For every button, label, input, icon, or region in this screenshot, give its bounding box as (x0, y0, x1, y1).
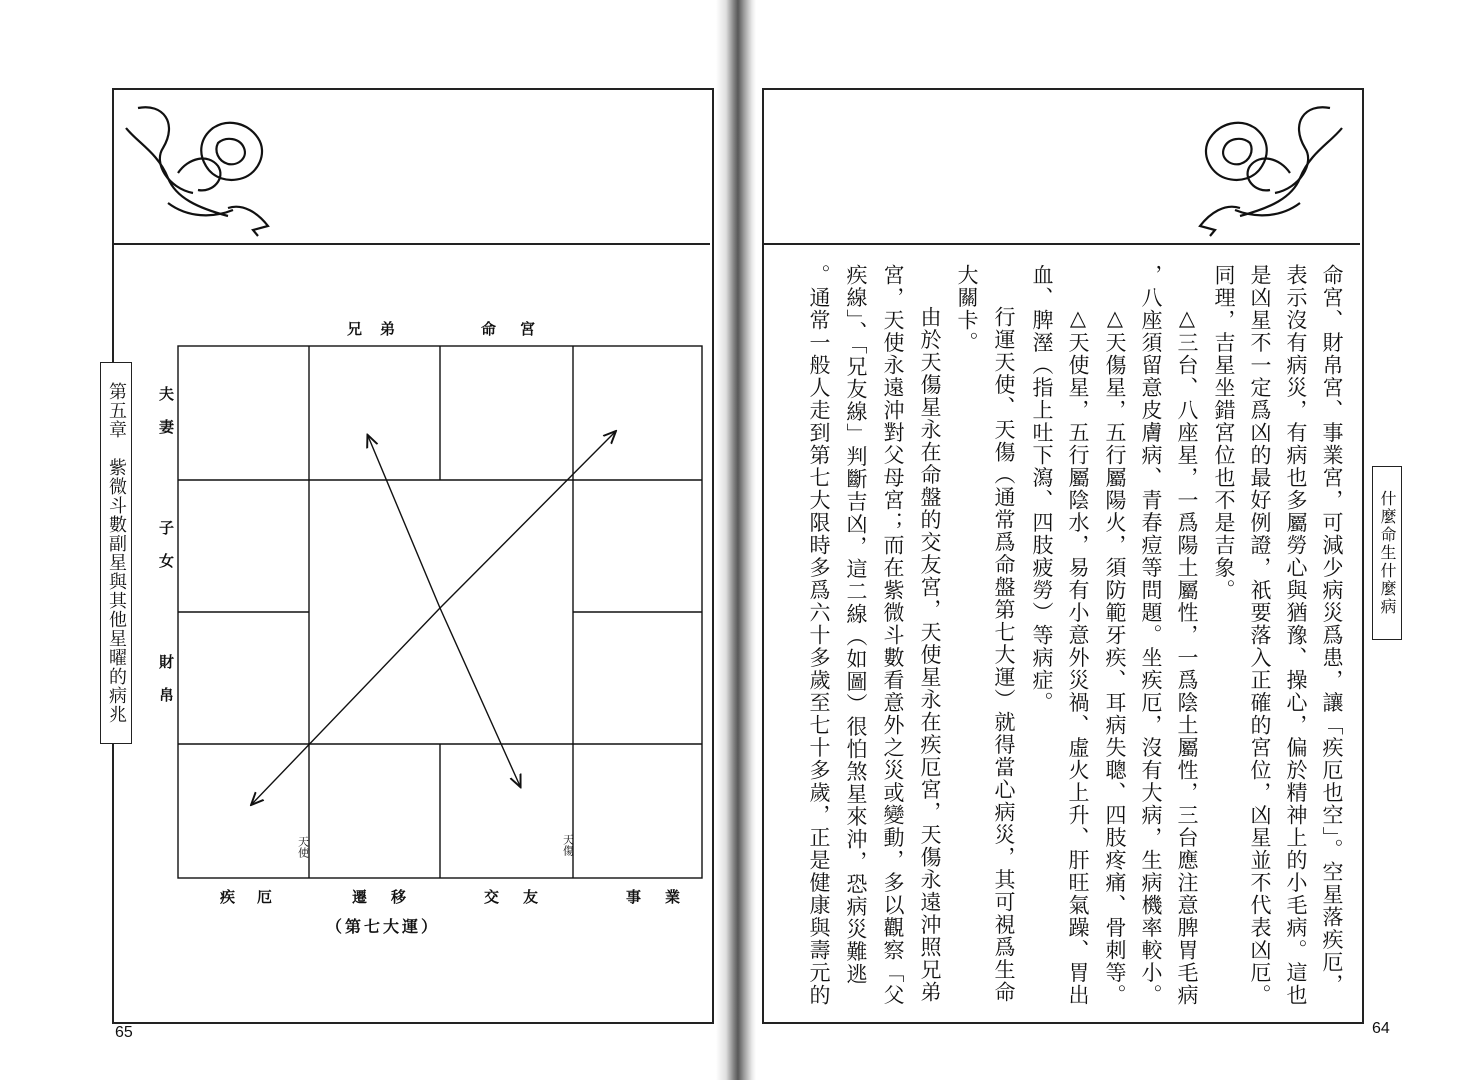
palace-jie: 疾厄 (220, 888, 295, 906)
text-column-8: △天使星，五行屬陰水，易有小意外災禍、虛火上升、肝旺氣躁、胃出 (1066, 306, 1090, 1007)
page-number-right: 64 (1372, 1020, 1390, 1037)
palace-minggong: 命宮 (481, 320, 560, 338)
text-column-1: 命宮、財帛宮、事業宮，可減少病災爲患，讓「疾厄也空」。空星落疾厄， (1320, 264, 1344, 996)
text-column-6: ，八座須留意皮膚病、青春痘等問題。坐疾厄，沒有大病，生病機率較小。 (1139, 264, 1163, 1007)
text-column-4: 同理，吉星坐錯宮位也不是吉象。 (1212, 264, 1236, 602)
right-page-header-rule (764, 243, 1360, 245)
text-column-14: 疾線」、「兄友線」判斷吉凶，這二線（如圖）很怕煞星來沖，恐病災難逃 (844, 264, 868, 986)
palace-shiye: 事業 (626, 888, 705, 906)
palace-jiaoyou: 交友 (484, 888, 563, 906)
text-column-3: 是凶星不一定爲凶的最好例證，祇要落入正確的宮位，凶星並不代表凶厄。 (1248, 264, 1272, 1007)
left-page-header-rule (114, 243, 710, 245)
palace-chart (170, 338, 710, 886)
text-column-7: △天傷星，五行屬陽火，須防範牙疾、耳病失聰、四肢疼痛、骨刺等。 (1103, 306, 1127, 1007)
text-column-15: 。通常一般人走到第七大限時多爲六十多歲至七十多歲，正是健康與壽元的 (807, 264, 831, 1007)
chapter-label: 第五章 紫微斗數副星與其他星曜的病兆 (100, 362, 132, 744)
palace-qianyi: 遷移 (352, 888, 431, 906)
xiongyou-line-arrow (440, 432, 615, 608)
text-column-10: 行運天使、天傷（通常爲命盤第七大運）就得當心病災，其可視爲生命 (992, 306, 1016, 1004)
palace-caibo: 財帛 (157, 654, 175, 720)
floral-ornament-icon (1190, 98, 1350, 240)
book-header-label: 什麼命生什麼病 (1372, 466, 1402, 640)
fuji-line-arrow (368, 436, 440, 608)
text-column-12: 由於天傷星永在命盤的交友宮，天使星永在疾厄宮，天傷永遠沖照兄弟 (918, 306, 942, 1004)
palace-zinv: 子女 (157, 520, 175, 586)
text-column-2: 表示沒有病災，有病也多屬勞心與猶豫、操心，偏於精神上的小毛病。這也 (1284, 264, 1308, 1007)
page-number-left: 65 (115, 1024, 133, 1041)
palace-xiongdi: 兄弟 (347, 320, 414, 338)
star-tianshang: 天傷 (561, 834, 575, 856)
chart-caption: （第七大運） (326, 917, 441, 936)
book-spine (716, 0, 756, 1080)
star-tianshi: 天使 (296, 836, 310, 858)
text-column-11: 大關卡。 (955, 264, 979, 354)
xiongyou-line-arrow-2 (252, 608, 440, 804)
text-column-13: 宮，天使永遠沖對父母宮；而在紫微斗數看意外之災或變動，多以觀察「父 (881, 264, 905, 1007)
palace-fuqi: 夫妻 (157, 386, 175, 452)
fuji-line-arrow-2 (440, 608, 520, 786)
text-column-9: 血、脾溼（指上吐下瀉、四肢疲勞）等病症。 (1030, 264, 1054, 714)
text-column-5: △三台、八座星，一爲陽土屬性，一爲陰土屬性，三台應注意脾胃毛病 (1175, 306, 1199, 1007)
floral-ornament-icon (118, 98, 278, 240)
